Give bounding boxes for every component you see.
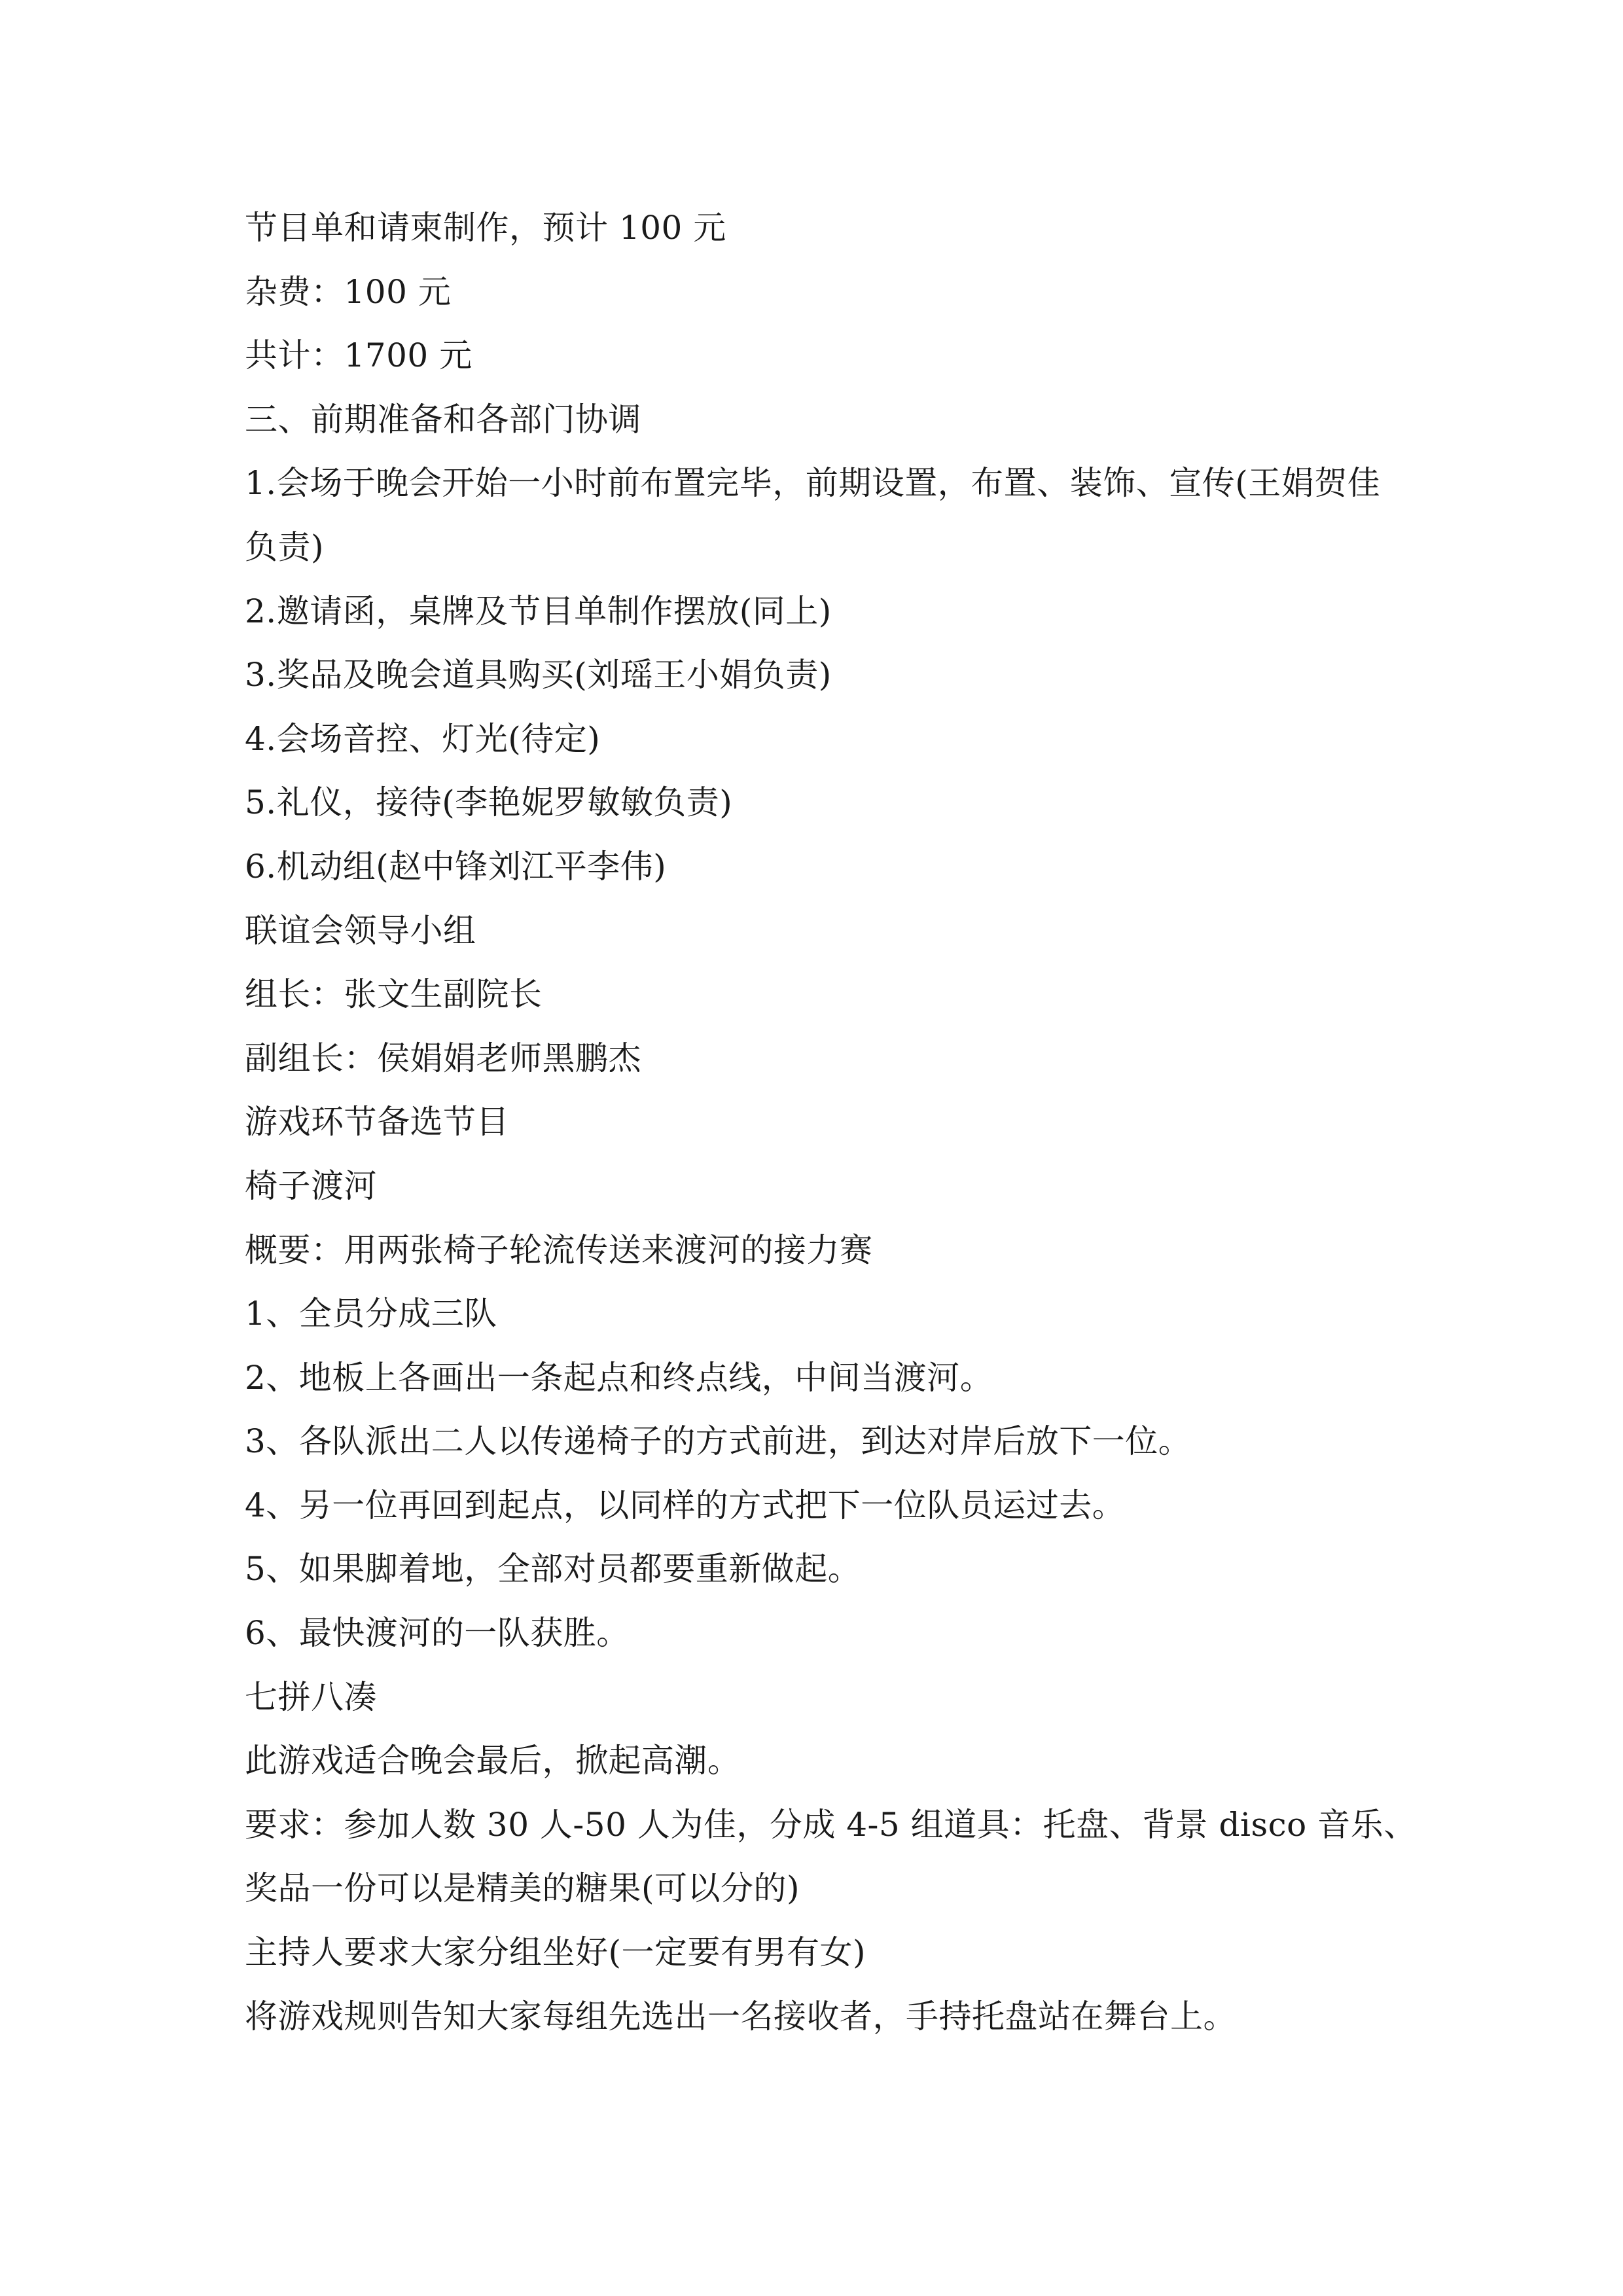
list-item-venue-continued: 负责) [245,528,325,566]
list-item-invitations: 2.邀请函，桌牌及节目单制作摆放(同上) [245,592,832,630]
heading-leadership-group: 联谊会领导小组 [245,911,476,950]
text-line-budget-program: 节目单和请柬制作，预计 100 元 [245,209,726,247]
heading-game-qipin-bacou: 七拼八凑 [245,1677,377,1716]
text-line-game-note: 此游戏适合晚会最后，掀起高潮。 [245,1742,741,1780]
list-item-rule-6: 6、最快渡河的一队获胜。 [245,1614,630,1653]
text-line-host-instruction: 主持人要求大家分组坐好(一定要有男有女) [245,1933,866,1972]
list-item-venue: 1.会场于晚会开始一小时前布置完毕，前期设置，布置、装饰、宣传(王娟贺佳 [245,464,1381,503]
list-item-rule-4: 4、另一位再回到起点，以同样的方式把下一位队员运过去。 [245,1486,1126,1524]
list-item-rule-2: 2、地板上各画出一条起点和终点线，中间当渡河。 [245,1358,993,1397]
text-line-game-summary: 概要：用两张椅子轮流传送来渡河的接力赛 [245,1230,873,1269]
text-line-requirements-continued: 奖品一份可以是精美的糖果(可以分的) [245,1869,800,1908]
text-line-requirements: 要求：参加人数 30 人-50 人为佳，分成 4-5 组道具：托盘、背景 disco 音乐、 [245,1805,1417,1844]
list-item-rule-1: 1、全员分成三队 [245,1295,497,1333]
list-item-sound-lighting: 4.会场音控、灯光(待定) [245,719,601,758]
list-item-prizes: 3.奖品及晚会道具购买(刘瑶王小娟负责) [245,656,832,694]
list-item-mobile-group: 6.机动组(赵中锋刘江平李伟) [245,847,667,886]
text-line-group-leader: 组长：张文生副院长 [245,975,543,1014]
text-line-game-rules: 将游戏规则告知大家每组先选出一名接收者，手持托盘站在舞台上。 [245,1997,1236,2036]
list-item-rule-5: 5、如果脚着地，全部对员都要重新做起。 [245,1550,861,1588]
document-body [245,196,1417,2049]
heading-game-chair-river: 椅子渡河 [245,1166,377,1205]
text-line-misc-fee: 杂费：100 元 [245,272,452,311]
heading-game-programs: 游戏环节备选节目 [245,1103,509,1141]
section-heading-preparation: 三、前期准备和各部门协调 [245,400,641,439]
text-line-deputy-leader: 副组长：侯娟娟老师黑鹏杰 [245,1039,641,1077]
list-item-rule-3: 3、各队派出二人以传递椅子的方式前进，到达对岸后放下一位。 [245,1422,1192,1461]
list-item-etiquette: 5.礼仪，接待(李艳妮罗敏敏负责) [245,783,733,822]
text-line-total: 共计：1700 元 [245,336,473,375]
